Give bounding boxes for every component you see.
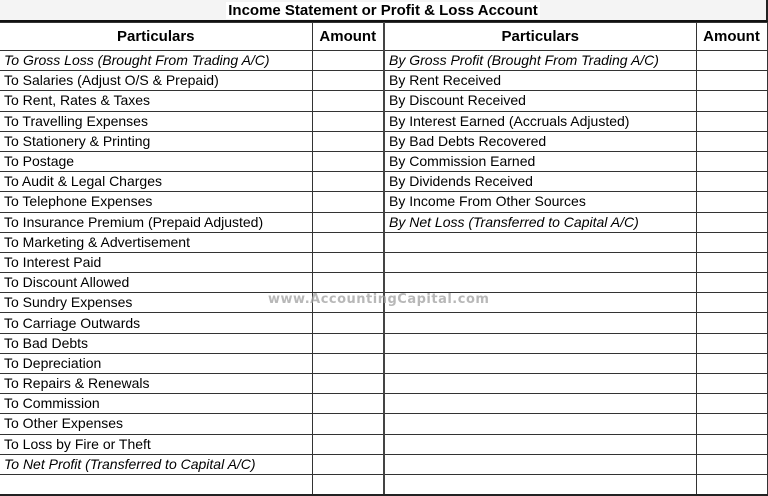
table-row xyxy=(0,232,767,252)
table-row xyxy=(0,293,767,313)
table-row xyxy=(0,212,767,232)
debit-amount-header: Amount xyxy=(312,23,384,51)
credit-particular-cell: By Income From Other Sources xyxy=(384,192,696,212)
credit-amount-cell xyxy=(696,434,767,454)
debit-amount-cell xyxy=(312,131,384,151)
debit-amount-cell xyxy=(312,172,384,192)
debit-amount-cell xyxy=(312,414,384,434)
credit-amount-cell xyxy=(696,51,767,71)
debit-particular-cell: To Salaries (Adjust O/S & Prepaid) xyxy=(0,71,312,91)
table-row xyxy=(0,91,767,111)
credit-particular-cell xyxy=(384,414,696,434)
table-row xyxy=(0,192,767,212)
credit-particular-cell: By Bad Debts Recovered xyxy=(384,131,696,151)
debit-particular-cell: To Sundry Expenses xyxy=(0,293,312,313)
credit-amount-cell xyxy=(696,394,767,414)
credit-particular-cell: By Commission Earned xyxy=(384,151,696,171)
debit-amount-cell xyxy=(312,454,384,474)
debit-particular-cell: To Loss by Fire or Theft xyxy=(0,434,312,454)
debit-amount-cell xyxy=(312,71,384,91)
credit-particular-cell: By Dividends Received xyxy=(384,172,696,192)
debit-amount-cell xyxy=(312,293,384,313)
credit-amount-cell xyxy=(696,353,767,373)
debit-amount-cell xyxy=(312,474,384,495)
credit-particular-cell xyxy=(384,333,696,353)
debit-particular-cell xyxy=(0,474,312,495)
table-row xyxy=(0,474,767,495)
debit-amount-cell xyxy=(312,313,384,333)
debit-particular-cell: To Interest Paid xyxy=(0,252,312,272)
credit-amount-cell xyxy=(696,232,767,252)
table-row xyxy=(0,252,767,272)
table-row xyxy=(0,131,767,151)
credit-amount-cell xyxy=(696,414,767,434)
debit-particular-cell: To Travelling Expenses xyxy=(0,111,312,131)
header-row xyxy=(0,23,767,51)
debit-particular-cell: To Net Profit (Transferred to Capital A/C) xyxy=(0,454,312,474)
credit-amount-cell xyxy=(696,111,767,131)
table-row xyxy=(0,394,767,414)
credit-amount-cell xyxy=(696,474,767,495)
credit-particular-cell xyxy=(384,374,696,394)
statement-title-text: Income Statement or Profit & Loss Account xyxy=(228,2,538,19)
debit-particular-cell: To Depreciation xyxy=(0,353,312,373)
debit-amount-cell xyxy=(312,91,384,111)
credit-particular-cell: By Net Loss (Transferred to Capital A/C) xyxy=(384,212,696,232)
debit-particular-cell: To Discount Allowed xyxy=(0,273,312,293)
credit-amount-cell xyxy=(696,454,767,474)
table-row xyxy=(0,273,767,293)
debit-particular-cell: To Carriage Outwards xyxy=(0,313,312,333)
table-row xyxy=(0,434,767,454)
table-row xyxy=(0,353,767,373)
table-row xyxy=(0,172,767,192)
table-row xyxy=(0,151,767,171)
debit-amount-cell xyxy=(312,51,384,71)
table-row xyxy=(0,454,767,474)
credit-amount-cell xyxy=(696,71,767,91)
debit-amount-cell xyxy=(312,273,384,293)
table-row xyxy=(0,51,767,71)
credit-particular-cell xyxy=(384,252,696,272)
debit-particulars-header: Particulars xyxy=(0,23,312,51)
debit-particular-cell: To Rent, Rates & Taxes xyxy=(0,91,312,111)
credit-particular-cell xyxy=(384,273,696,293)
credit-amount-cell xyxy=(696,91,767,111)
credit-amount-cell xyxy=(696,212,767,232)
table-row xyxy=(0,374,767,394)
credit-particular-cell: By Discount Received xyxy=(384,91,696,111)
table-row xyxy=(0,111,767,131)
debit-particular-cell: To Telephone Expenses xyxy=(0,192,312,212)
credit-amount-cell xyxy=(696,172,767,192)
credit-amount-cell xyxy=(696,333,767,353)
credit-amount-cell xyxy=(696,192,767,212)
credit-particular-cell xyxy=(384,394,696,414)
profit-loss-table xyxy=(0,22,768,496)
table-row xyxy=(0,333,767,353)
debit-particular-cell: To Gross Loss (Brought From Trading A/C) xyxy=(0,51,312,71)
debit-particular-cell: To Postage xyxy=(0,151,312,171)
table-row xyxy=(0,71,767,91)
credit-particular-cell: By Rent Received xyxy=(384,71,696,91)
debit-particular-cell: To Insurance Premium (Prepaid Adjusted) xyxy=(0,212,312,232)
table-row xyxy=(0,313,767,333)
credit-amount-cell xyxy=(696,313,767,333)
debit-amount-cell xyxy=(312,333,384,353)
debit-amount-cell xyxy=(312,374,384,394)
debit-amount-cell xyxy=(312,232,384,252)
credit-particular-cell xyxy=(384,313,696,333)
credit-amount-cell xyxy=(696,293,767,313)
debit-particular-cell: To Bad Debts xyxy=(0,333,312,353)
debit-particular-cell: To Repairs & Renewals xyxy=(0,374,312,394)
credit-amount-cell xyxy=(696,374,767,394)
credit-particular-cell xyxy=(384,454,696,474)
credit-amount-cell xyxy=(696,151,767,171)
debit-amount-cell xyxy=(312,252,384,272)
credit-particular-cell xyxy=(384,232,696,252)
debit-particular-cell: To Marketing & Advertisement xyxy=(0,232,312,252)
credit-particular-cell xyxy=(384,293,696,313)
debit-amount-cell xyxy=(312,212,384,232)
credit-amount-header: Amount xyxy=(696,23,767,51)
debit-amount-cell xyxy=(312,111,384,131)
debit-particular-cell: To Stationery & Printing xyxy=(0,131,312,151)
debit-amount-cell xyxy=(312,353,384,373)
credit-particular-cell: By Interest Earned (Accruals Adjusted) xyxy=(384,111,696,131)
credit-particular-cell xyxy=(384,434,696,454)
table-row xyxy=(0,414,767,434)
credit-amount-cell xyxy=(696,273,767,293)
debit-amount-cell xyxy=(312,434,384,454)
statement-title xyxy=(0,0,768,22)
watermark: www.AccountingCapital.com xyxy=(268,292,490,307)
credit-particular-cell xyxy=(384,353,696,373)
debit-amount-cell xyxy=(312,192,384,212)
debit-particular-cell: To Commission xyxy=(0,394,312,414)
credit-particular-cell: By Gross Profit (Brought From Trading A/C) xyxy=(384,51,696,71)
debit-amount-cell xyxy=(312,394,384,414)
debit-particular-cell: To Other Expenses xyxy=(0,414,312,434)
credit-amount-cell xyxy=(696,252,767,272)
credit-particulars-header: Particulars xyxy=(384,23,696,51)
debit-particular-cell: To Audit & Legal Charges xyxy=(0,172,312,192)
credit-particular-cell xyxy=(384,474,696,495)
credit-amount-cell xyxy=(696,131,767,151)
debit-amount-cell xyxy=(312,151,384,171)
